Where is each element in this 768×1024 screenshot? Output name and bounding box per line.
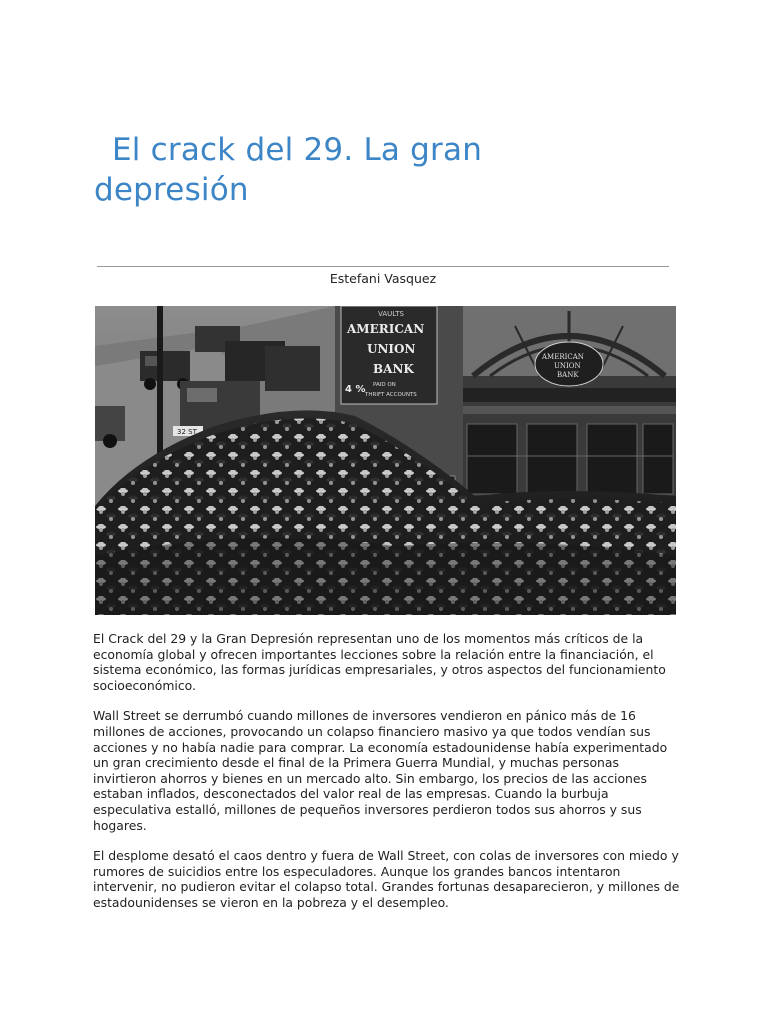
author-name: Estefani Vasquez [329,271,437,286]
document-title-text: El crack del 29. La gran depresión [94,132,483,208]
sign-main-line-1: AMERICAN [347,322,425,336]
sign-vaults: VAULTS [378,310,404,318]
sign-main-line-2: UNION [367,342,416,356]
sign-rate-note-1: PAID ON [373,382,396,388]
bank-run-photo [95,306,676,615]
document-title [94,130,614,210]
street-sign-label: 32 ST [177,428,197,436]
body-paragraph-3: El desplome desató el caos dentro y fuera de Wall Street, con colas de inversores con miedo y rumores de suicidios entre los especuladores. Aunque los grandes bancos intentaron intervenir, no pudieron evitar el colapso total. Grandes fortunas desaparecieron, y millones de estadounidenses se vieron en la pobreza y el desempleo. [93,848,680,910]
title-divider [97,266,669,267]
body-paragraph-2: Wall Street se derrumbó cuando millones de inversores vendieron en pánico más de 16 millones de acciones, provocando un colapso financiero masivo ya que todos vendían sus acciones y no había nadie para comprar. La economía estadounidense había experimentado un gran crecimiento desde el final de la Primera Guerra Mundial, y muchas personas invirtieron ahorros y bienes en un mercado alto. Sin embargo, los precios de las acciones estaban inflados, desconectados del valor real de las empresas. Cuando la burbuja especulativa estalló, millones de pequeños inversores perdieron todos sus ahorros y sus hogares. [93,708,668,833]
arch-sign-line-1: AMERICAN [542,353,584,361]
body-paragraph-1: El Crack del 29 y la Gran Depresión representan uno de los momentos más críticos de la economía global y ofrecen importantes lecciones sobre la relación entre la financiación, el sistema económico, las formas jurídicas empresariales, y otros aspectos del funcionamiento socioeconómico. [93,631,666,693]
arch-sign-line-3: BANK [557,371,579,379]
sign-main-line-3: BANK [373,362,414,376]
sign-rate: 4 % [345,384,366,395]
arch-sign-line-2: UNION [554,362,581,370]
article-body [93,631,683,926]
sign-rate-note-2: THRIFT ACCOUNTS [365,392,417,398]
